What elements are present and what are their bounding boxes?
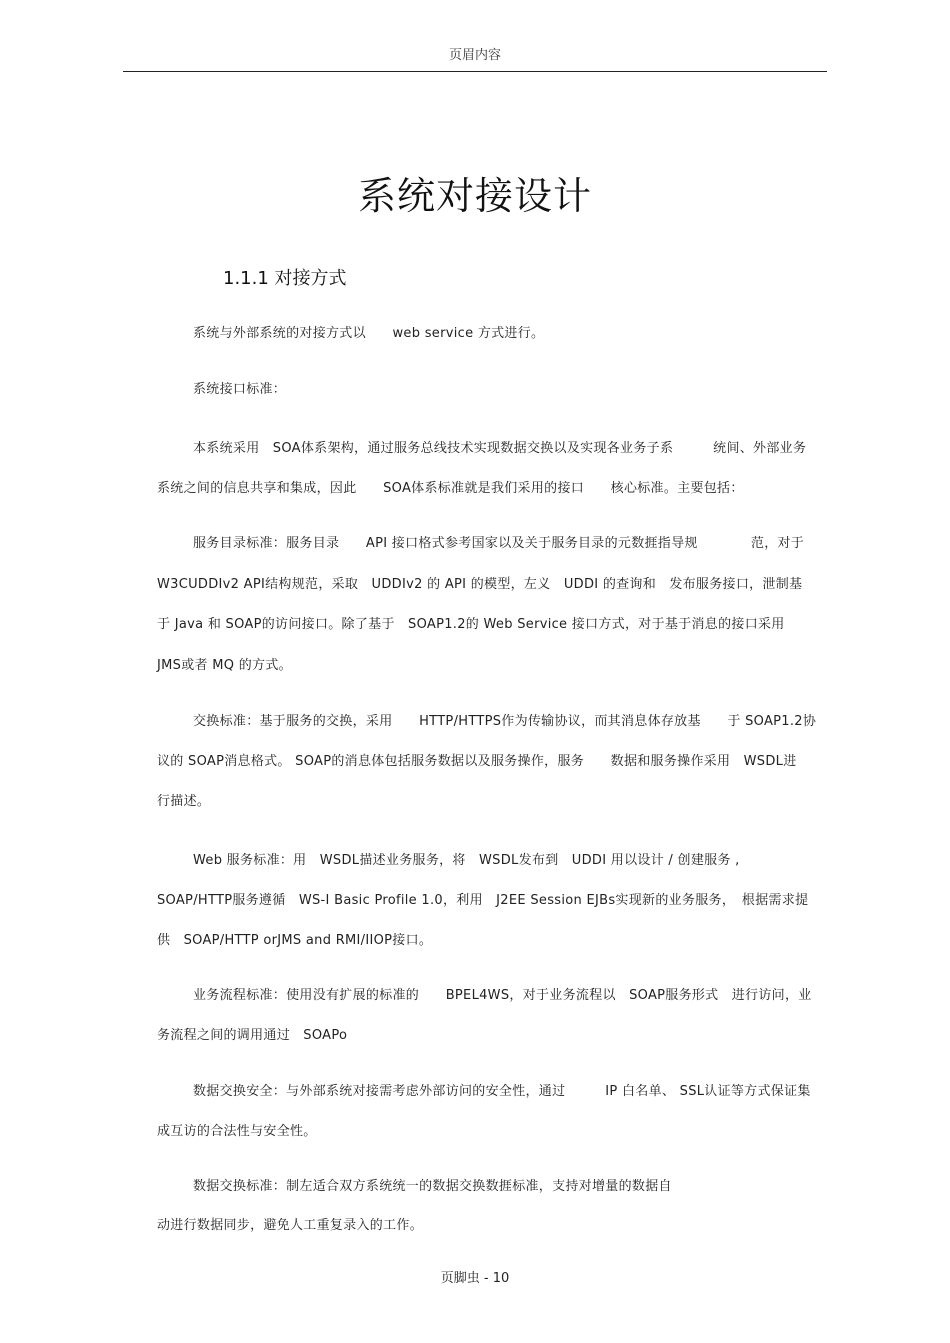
paragraph-line: 系统之间的信息共享和集成，因此 SOA体系标准就是我们采用的接口 核心标准。主要包括： (157, 481, 744, 496)
header-rule (123, 71, 827, 72)
paragraph-line: 业务流程标准：使用没有扩展的标准的 BPEL4WS，对于业务流程以 SOAP服务形式 进行访问，业 (193, 988, 812, 1003)
document-title: 系统对接设计 (357, 174, 592, 218)
paragraph-line: 本系统采用 SOA体系架构，通过服务总线技术实现数据交换以及实现各业务子系 统间、外部业务 (193, 441, 807, 456)
paragraph-line: 服务目录标准：服务目录 API 接口格式参考国家以及关于服务目录的元数捱指导规 范，对于 (193, 536, 805, 551)
paragraph-line: 数据交换安全：与外部系统对接需考虑外部访问的安全性，通过 IP 白名单、 SSL认证等方式保证集 (193, 1084, 811, 1099)
page-footer: 页脚虫 - 10 (440, 1271, 510, 1286)
paragraph-line: 务流程之间的调用通过 SOAPo (157, 1028, 348, 1043)
paragraph-line: 成互访的合法性与安全性。 (157, 1124, 317, 1139)
paragraph-line: 议的 SOAP消息格式。 SOAP的消息体包括服务数据以及服务操作，服务 数据和服务操作采用 WSDL进 (157, 754, 797, 769)
page-header: 页眉内容 (448, 48, 501, 63)
paragraph-line: 供 SOAP/HTTP orJMS and RMI/IIOP接口。 (157, 933, 433, 948)
section-heading: 1.1.1 对接方式 (223, 268, 347, 289)
paragraph-line: 系统接口标准： (193, 382, 287, 397)
paragraph-line: 于 Java 和 SOAP的访问接口。除了基于 SOAP1.2的 Web Service 接口方式，对于基于消息的接口采用 (157, 617, 785, 632)
paragraph-line: 动进行数据同步，避免人工重复录入的工作。 (157, 1218, 424, 1233)
paragraph-line: JMS或者 MQ 的方式。 (157, 658, 292, 673)
paragraph-line: 系统与外部系统的对接方式以 web service 方式进行。 (193, 326, 545, 341)
paragraph-line: 交换标准：基于服务的交换，采用 HTTP/HTTPS作为传输协议，而其消息体存放基 于 SOAP1.2协 (193, 714, 817, 729)
paragraph-line: Web 服务标准：用 WSDL描述业务服务，将 WSDL发布到 UDDI 用以设计 / 创建服务 , (193, 853, 740, 868)
paragraph-line: 行描述。 (157, 794, 211, 809)
paragraph-line: W3CUDDIv2 API结构规范，采取 UDDIv2 的 API 的模型，左义 UDDI 的查询和 发布服务接口，泄制基 (157, 577, 803, 592)
paragraph-line: SOAP/HTTP服务遵循 WS-I Basic Profile 1.0，利用 J2EE Session EJBs实现新的业务服务， 根据需求提 (157, 893, 809, 908)
paragraph-line: 数据交换标准：制左适合双方系统统一的数据交换数捱标准，支持对增量的数据自 (193, 1179, 672, 1194)
